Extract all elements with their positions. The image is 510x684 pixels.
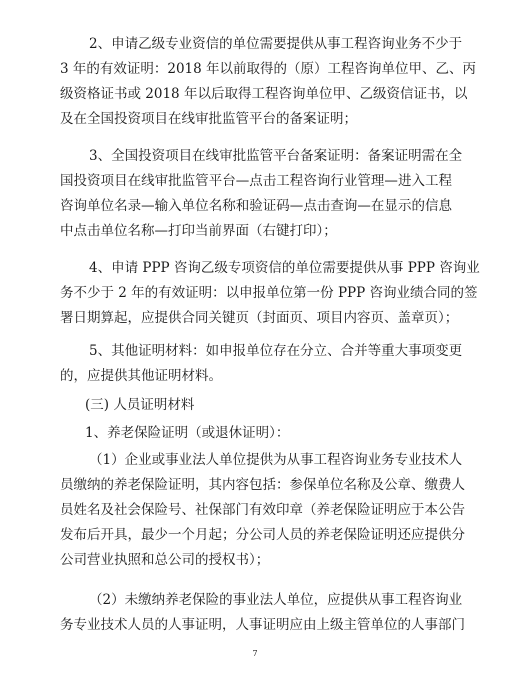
text-line: 公司营业执照和总公司的授权书）；	[60, 552, 270, 568]
text-line: 5、其他证明材料：如申报单位存在分立、合并等重大事项变更	[89, 343, 463, 359]
paragraph-sub-1	[60, 448, 465, 573]
text-line: （1）企业或事业法人单位提供为从事工程咨询业务专业技术人	[89, 452, 463, 468]
text-line: 务不少于 2 年的有效证明：以申报单位第一份 PPP 咨询业绩合同的签	[60, 285, 478, 301]
page-number: 7	[252, 649, 258, 658]
text-line: 国投资项目在线审批监管平台—点击工程咨询行业管理—进入工程	[60, 173, 452, 189]
text-line: 的，应提供其他证明材料。	[60, 368, 222, 384]
text-line: 员缴纳的养老保险证明，其内容包括：参保单位名称及公章、缴费人	[60, 477, 465, 493]
text-line: 3、全国投资项目在线审批监管平台备案证明：备案证明需在全	[89, 148, 463, 164]
subsection-heading: 1、养老保险证明（或退休证明）：	[85, 425, 290, 441]
paragraph-item-2	[60, 32, 477, 132]
text-line: 及在全国投资项目在线审批监管平台的备案证明；	[60, 111, 357, 127]
text-line: 发布后开具，最少一个月起；分公司人员的养老保险证明还应提供分	[60, 527, 465, 543]
text-line: 级资格证书或 2018 年以后取得工程咨询单位甲、乙级资信证书，以	[60, 86, 468, 102]
text-line: 署日期算起，应提供合同关键页（封面页、项目内容页、盖章页）；	[60, 310, 459, 326]
text-line: 员姓名及社会保险号、社保部门有效印章（养老保险证明应于本公告	[60, 502, 465, 518]
paragraph-item-5	[60, 339, 463, 389]
text-line: 中点击单位名称—打印当前界面（右键打印）；	[60, 223, 337, 239]
text-line: 2、申请乙级专业资信的单位需要提供从事工程咨询业务不少于	[89, 36, 463, 52]
paragraph-item-3	[60, 144, 463, 244]
text-line: 4、申请 PPP 咨询乙级专项资信的单位需要提供从事 PPP 咨询业	[89, 260, 480, 276]
paragraph-item-4	[60, 256, 480, 331]
text-line: 3 年的有效证明：2018 年以前取得的（原）工程咨询单位甲、乙、丙	[60, 61, 477, 77]
section-heading: (三) 人员证明材料	[85, 397, 195, 413]
paragraph-sub-2	[60, 588, 465, 638]
text-line: 咨询单位名录—输入单位名称和验证码—点击查询—在显示的信息	[60, 198, 452, 214]
text-line: （2）未缴纳养老保险的事业法人单位，应提供从事工程咨询业	[89, 592, 463, 608]
text-line: 务专业技术人员的人事证明，人事证明应由上级主管单位的人事部门	[60, 617, 465, 633]
